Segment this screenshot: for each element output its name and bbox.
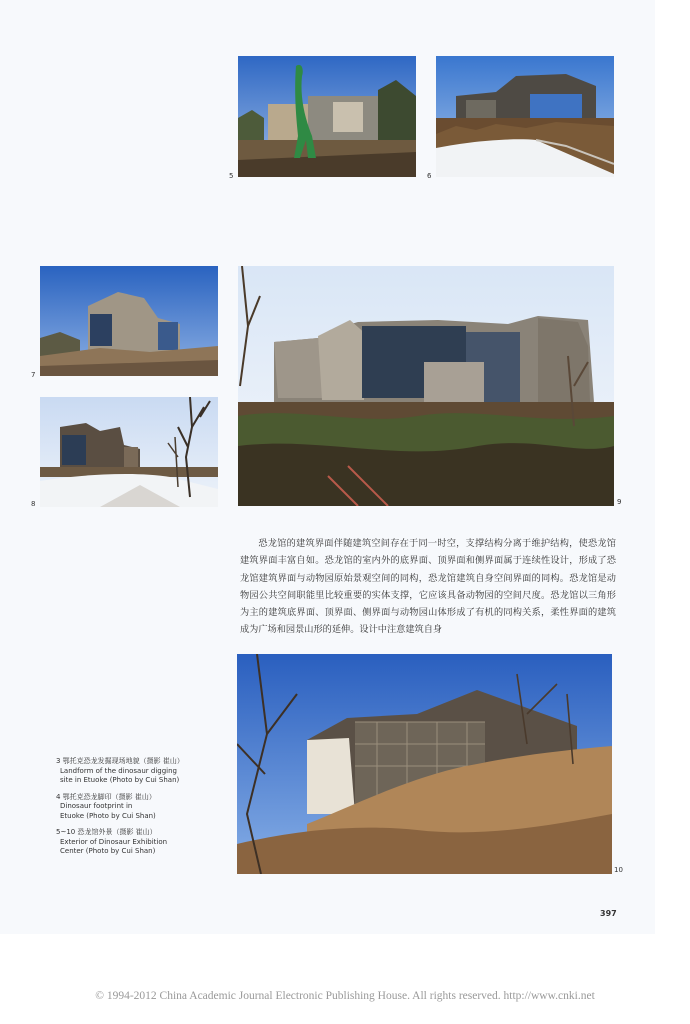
caption-3-en-line1: Landform of the dinosaur digging	[60, 766, 177, 775]
caption-3	[56, 757, 216, 786]
caption-5-10-en-line1: Exterior of Dinosaur Exhibition	[60, 837, 168, 846]
page-number: 397	[600, 909, 617, 918]
caption-5-10-cn: 5~10 恐龙馆外景（摄影 崔山）	[56, 828, 157, 836]
photo-9	[238, 266, 614, 506]
caption-4-cn: 4 鄂托克恐龙脚印（摄影 崔山）	[56, 792, 156, 801]
caption-4-en-line2: Etuoke (Photo by Cui Shan)	[60, 811, 156, 820]
caption-5-10-en-line2: Center (Photo by Cui Shan)	[60, 847, 156, 855]
caption-3-en-line2: site in Etuoke (Photo by Cui Shan)	[60, 776, 180, 784]
caption-4	[56, 793, 216, 822]
photo-7-number: 7	[31, 371, 36, 379]
photo-8	[40, 397, 218, 507]
photo-9-number: 9	[617, 498, 622, 506]
photo-10	[237, 654, 612, 874]
photo-5	[238, 56, 416, 177]
photo-8-number: 8	[31, 500, 36, 508]
copyright-footer: © 1994-2012 China Academic Journal Electronic Publishing House. All rights reserved. http://www.cnki.net	[95, 990, 595, 1002]
photo-6	[436, 56, 614, 177]
photo-10-number: 10	[614, 866, 623, 874]
figure-captions	[56, 757, 216, 864]
photo-7	[40, 266, 218, 376]
photo-6-number: 6	[427, 172, 432, 180]
caption-5-10	[56, 828, 216, 857]
caption-3-cn: 3 鄂托克恐龙发掘现场地貌（摄影 崔山）	[56, 757, 184, 765]
caption-4-en-line1: Dinosaur footprint in	[60, 802, 133, 810]
body-paragraph: 恐龙馆的建筑界面伴随建筑空间存在于同一时空，支撑结构分离于维护结构，使恐龙馆建筑界面丰富自如。恐龙馆的室内外的底界面、顶界面和侧界面属于连续性设计，形成了恐龙馆建筑界面与动物园原始景观空间的同构，恐龙馆建筑自身空间界面的同构。恐龙馆是动物园公共空间职能里比较重要的实体支撑，它应该具备动物园的空间尺度。恐龙馆以三角形为主的建筑底界面、顶界面、侧界面与动物园山体形成了有机的同构关系，柔性界面的建筑成为广场和园景山形的延伸。设计中注意建筑自身	[240, 538, 616, 636]
photo-5-number: 5	[229, 172, 234, 180]
